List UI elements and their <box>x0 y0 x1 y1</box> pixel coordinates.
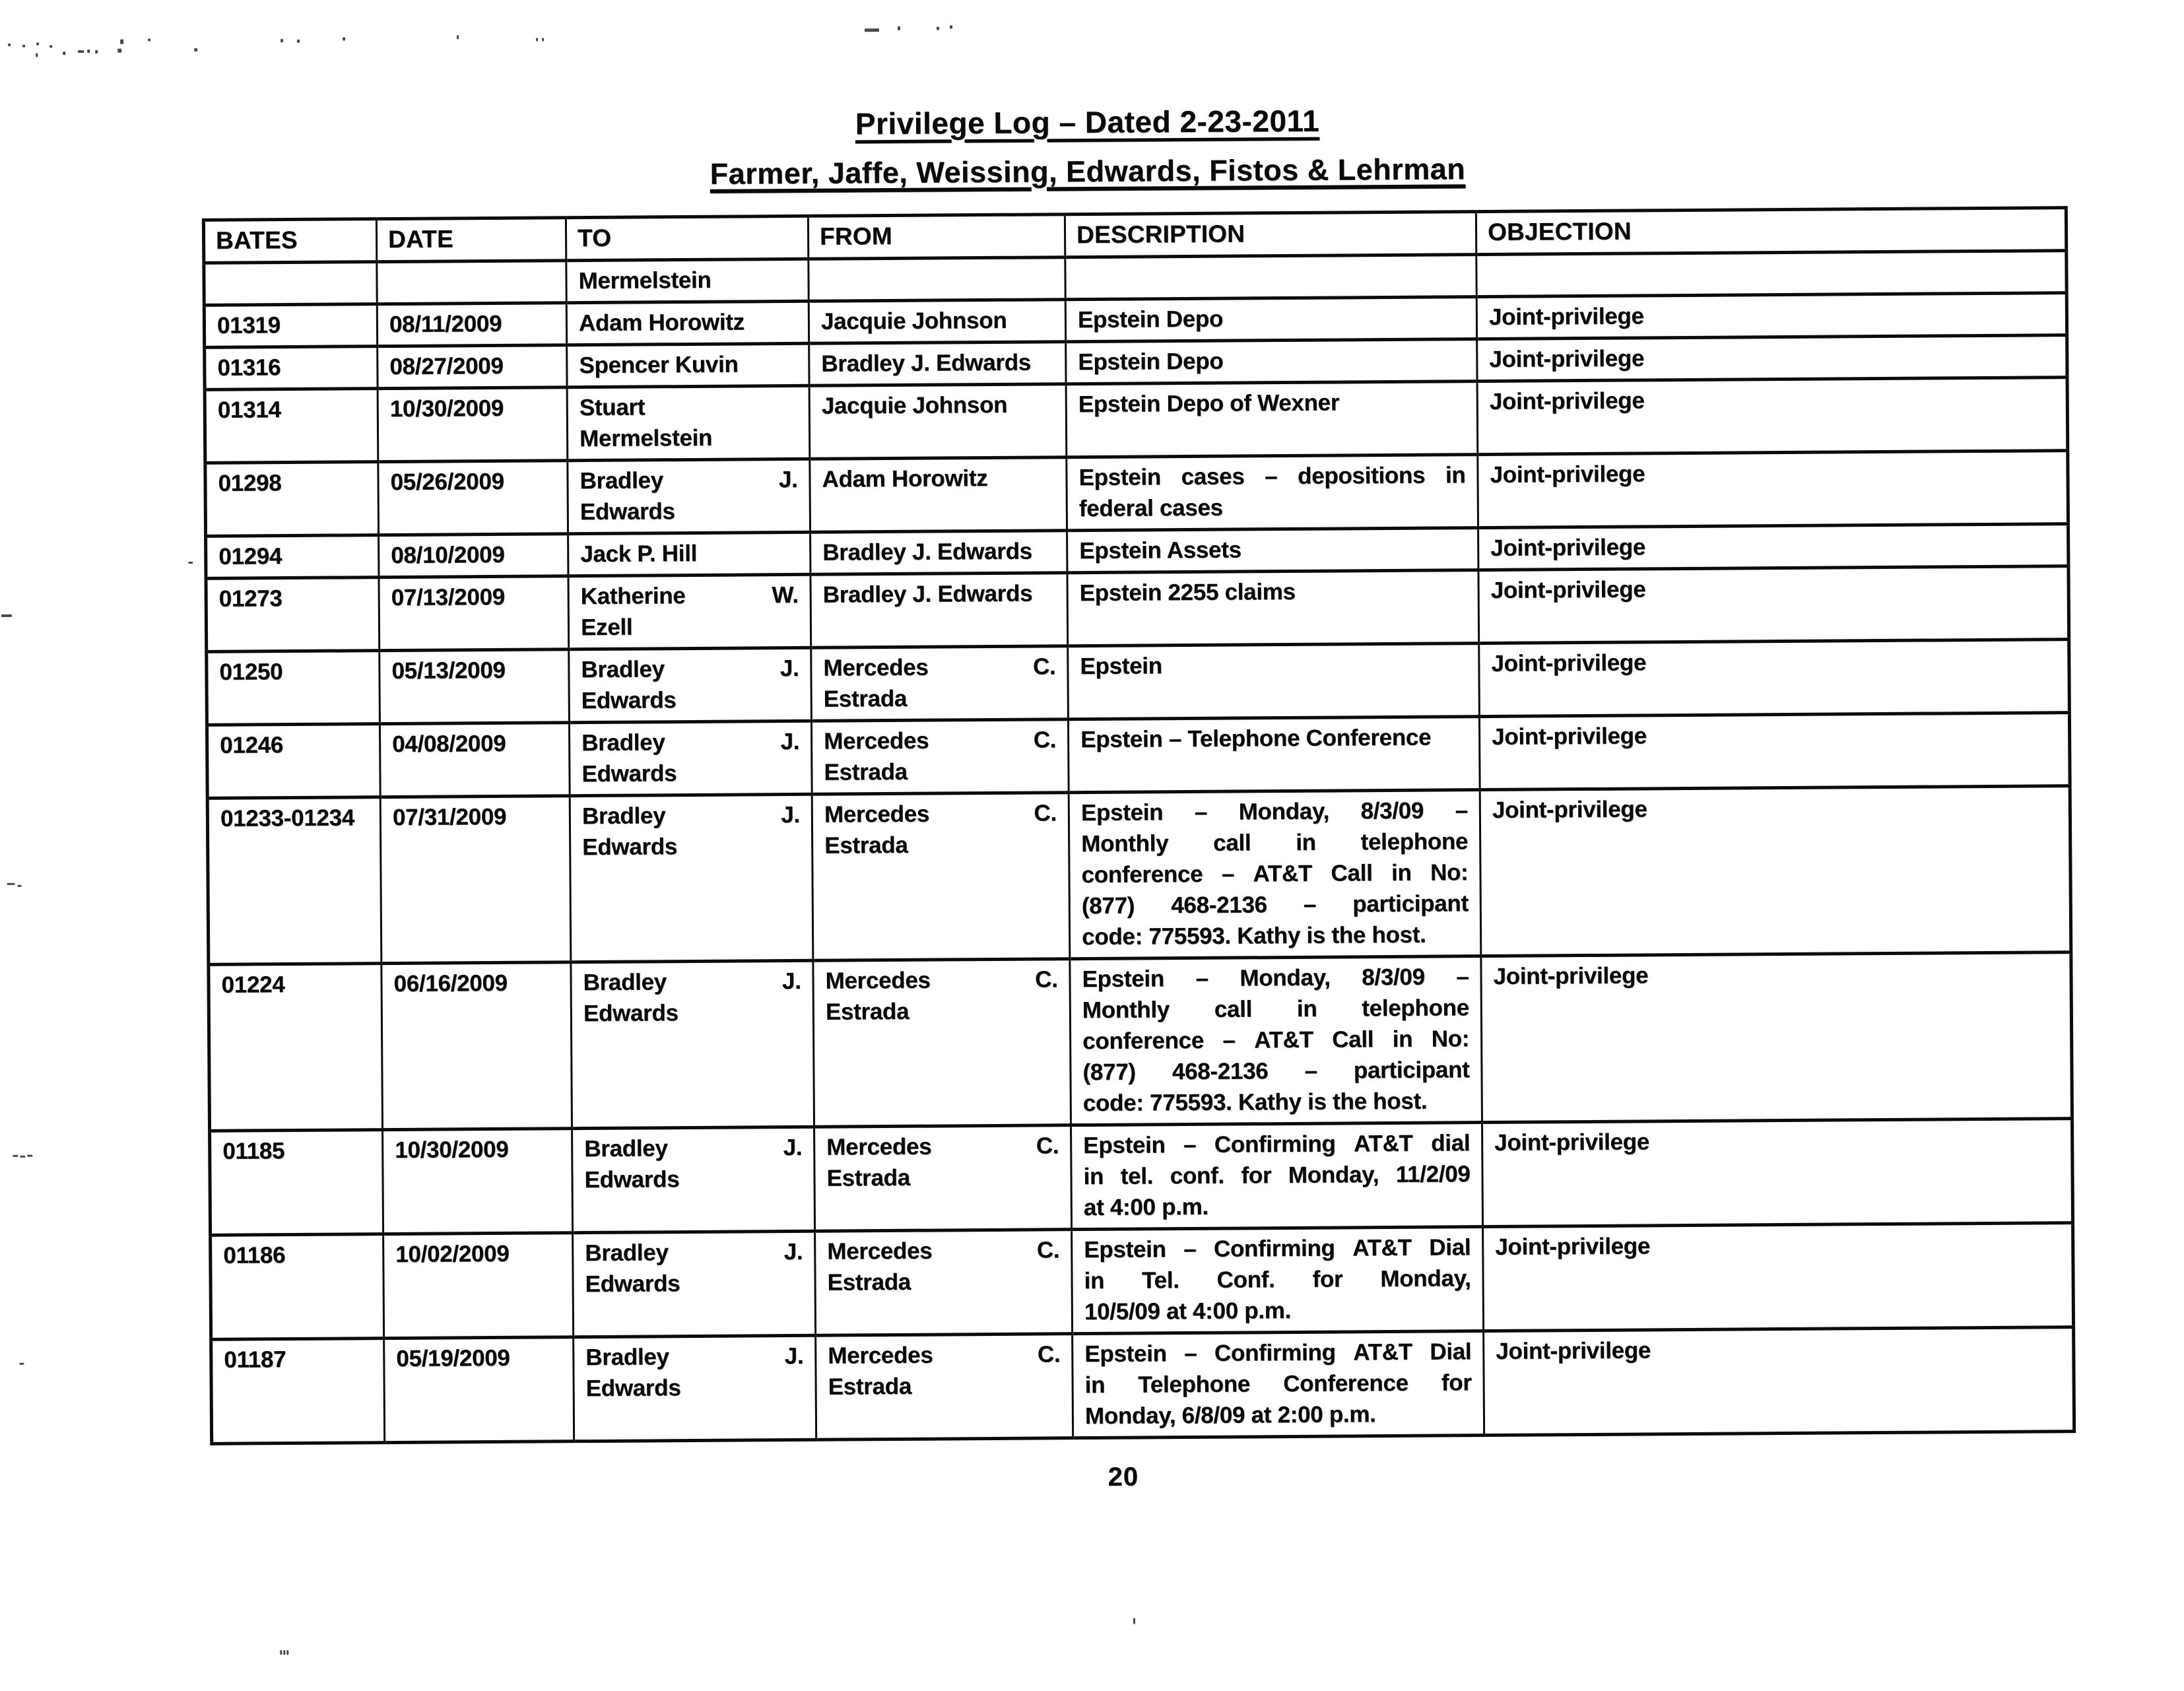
cell-date: 07/13/2009 <box>379 576 569 651</box>
table-row <box>205 451 2068 537</box>
scan-artifact <box>283 1650 285 1655</box>
page-subtitle: Farmer, Jaffe, Weissing, Edwards, Fistos & Lehrman <box>710 152 1466 191</box>
cell-description: Epstein Depo <box>1065 297 1476 342</box>
cell-objection: Joint-privilege <box>1478 451 2068 528</box>
cell-bates: 01246 <box>207 724 380 799</box>
cell-objection: Joint-privilege <box>1483 1223 2074 1331</box>
cell-bates: 01273 <box>206 578 380 652</box>
cell-from: Jacquie Johnson <box>809 384 1067 459</box>
cell-date: 05/19/2009 <box>384 1337 574 1443</box>
scan-artifact <box>87 50 90 53</box>
cell-from: Mercedes C. Estrada <box>812 793 1070 961</box>
cell-bates: 01294 <box>206 535 379 579</box>
table-row <box>209 952 2072 1131</box>
cell-objection: Joint-privilege <box>1479 640 2070 717</box>
cell-bates: 01314 <box>205 389 378 463</box>
scan-artifact <box>22 45 25 48</box>
cell-from: Bradley J. Edwards <box>811 531 1067 575</box>
col-header-objection: OBJECTION <box>1476 208 2066 255</box>
cell-from: Bradley J. Edwards <box>809 342 1066 386</box>
cell-objection: Joint-privilege <box>1477 378 2068 455</box>
cell-bates: 01186 <box>211 1234 384 1340</box>
cell-description: Epstein – Monday, 8/3/09 – Monthly call in telephone conference – AT&T Call in No: (877) 468-2136 – participant code: 775593. Kathy is the host. <box>1069 790 1481 959</box>
scan-artifact <box>937 26 939 30</box>
cell-bates: 01233-01234 <box>207 797 381 965</box>
scan-artifact <box>194 48 197 51</box>
scan-artifact <box>865 28 879 32</box>
col-header-to: TO <box>566 216 808 260</box>
table-row <box>205 378 2068 463</box>
cell-objection: Joint-privilege <box>1477 335 2067 381</box>
scan-artifact <box>188 562 193 564</box>
scan-artifact <box>1 614 12 617</box>
cell-description: Epstein Depo <box>1066 339 1477 384</box>
cell-description: Epstein – Monday, 8/3/09 – Monthly call in telephone conference – AT&T Call in No: (877) 468-2136 – participant code: 775593. Kathy is the host. <box>1070 956 1482 1125</box>
cell-description: Epstein Depo of Wexner <box>1066 381 1478 457</box>
scan-artifact <box>27 1155 32 1157</box>
col-header-from: FROM <box>808 215 1065 259</box>
cell-to: Bradley J. Edwards <box>572 1127 815 1232</box>
cell-objection: Joint-privilege <box>1481 952 2072 1123</box>
cell-from: Bradley J. Edwards <box>811 573 1068 648</box>
cell-to: Katherine W. Ezell <box>568 574 811 649</box>
cell-objection: Joint-privilege <box>1476 293 2067 339</box>
scan-artifact <box>542 38 544 41</box>
cell-to: Bradley J. Edwards <box>574 1335 816 1441</box>
cell-date: 05/13/2009 <box>380 649 570 724</box>
col-header-description: DESCRIPTION <box>1065 212 1476 257</box>
cell-objection <box>1476 251 2067 297</box>
cell-description: Epstein – Confirming AT&T dial in tel. conf. for Monday, 11/2/09 at 4:00 p.m. <box>1071 1123 1483 1230</box>
scan-artifact <box>78 50 84 53</box>
cell-bates: 01319 <box>204 304 377 348</box>
cell-date: 06/16/2009 <box>381 962 572 1130</box>
cell-bates: 01224 <box>209 964 383 1131</box>
scan-artifact <box>18 885 22 887</box>
cell-from: Adam Horowitz <box>810 457 1067 533</box>
table-row <box>207 713 2070 799</box>
table-row <box>206 566 2069 652</box>
scan-artifact <box>898 26 900 30</box>
cell-to: Bradley J. Edwards <box>569 721 812 795</box>
cell-objection: Joint-privilege <box>1478 524 2068 570</box>
cell-to: Bradley J. Edwards <box>571 960 814 1128</box>
cell-objection: Joint-privilege <box>1478 566 2069 644</box>
scan-artifact <box>13 1155 18 1157</box>
cell-to: Jack P. Hill <box>568 532 811 576</box>
scan-artifact <box>7 883 15 885</box>
cell-description: Epstein 2255 claims <box>1067 570 1479 646</box>
scan-artifact <box>286 1650 288 1655</box>
cell-from: Jacquie Johnson <box>809 300 1065 344</box>
col-header-date: DATE <box>376 218 566 262</box>
cell-description: Epstein – Confirming AT&T Dial in Telephone Conference for Monday, 6/8/09 at 2:00 p.m. <box>1073 1331 1484 1438</box>
scan-artifact <box>95 50 98 53</box>
cell-bates: 01185 <box>210 1130 383 1236</box>
table-row <box>211 1223 2074 1340</box>
cell-from: Mercedes C. Estrada <box>811 646 1069 721</box>
cell-date <box>377 261 566 304</box>
cell-to: Stuart Mermelstein <box>567 385 810 460</box>
cell-date: 08/11/2009 <box>377 303 566 347</box>
cell-to: Adam Horowitz <box>566 301 809 345</box>
cell-description: Epstein – Confirming AT&T Dial in Tel. Conf. for Monday, 10/5/09 at 4:00 p.m. <box>1072 1227 1484 1334</box>
cell-from <box>809 257 1065 302</box>
table-row <box>211 1327 2074 1444</box>
scan-artifact <box>117 49 121 53</box>
cell-date: 05/26/2009 <box>378 461 568 535</box>
cell-date: 08/10/2009 <box>379 534 568 578</box>
cell-bates: 01250 <box>207 651 380 725</box>
cell-bates <box>204 262 377 306</box>
scan-artifact <box>36 53 38 57</box>
scan-artifact <box>343 37 345 40</box>
cell-date: 04/08/2009 <box>380 723 570 797</box>
cell-to: Bradley J. Edwards <box>569 647 812 722</box>
cell-date: 10/30/2009 <box>378 387 568 462</box>
cell-date: 10/30/2009 <box>383 1129 573 1234</box>
scan-artifact <box>8 44 11 46</box>
cell-description: Epstein – Telephone Conference <box>1068 717 1480 793</box>
page-title: Privilege Log – Dated 2-23-2011 <box>855 103 1320 141</box>
cell-date: 10/02/2009 <box>383 1233 574 1339</box>
cell-from: Mercedes C. Estrada <box>815 1230 1073 1336</box>
cell-from: Mercedes C. Estrada <box>816 1334 1073 1440</box>
cell-to: Mermelstein <box>566 259 809 302</box>
cell-objection: Joint-privilege <box>1484 1327 2074 1436</box>
cell-to: Spencer Kuvin <box>567 343 809 387</box>
cell-to: Bradley J. Edwards <box>568 459 811 533</box>
cell-bates: 01298 <box>205 462 379 537</box>
scan-artifact <box>281 39 283 42</box>
scan-artifact <box>148 38 150 41</box>
scan-artifact <box>50 45 52 48</box>
cell-description: Epstein Assets <box>1067 528 1478 573</box>
cell-from: Mercedes C. Estrada <box>814 1125 1072 1232</box>
table-row <box>210 1119 2073 1236</box>
cell-objection: Joint-privilege <box>1479 713 2070 790</box>
scan-artifact <box>1133 1618 1135 1624</box>
cell-to: Bradley J. Edwards <box>573 1231 816 1337</box>
cell-date: 07/31/2009 <box>380 796 571 964</box>
privilege-log-table <box>202 206 2076 1445</box>
cell-from: Mercedes C. Estrada <box>811 719 1069 795</box>
cell-description <box>1065 255 1476 300</box>
scan-artifact <box>19 1363 24 1365</box>
cell-description: Epstein <box>1068 644 1480 719</box>
scan-artifact <box>280 1650 282 1655</box>
table-row <box>207 640 2070 725</box>
scan-artifact <box>36 43 39 46</box>
col-header-bates: BATES <box>203 219 376 263</box>
scan-artifact <box>63 51 65 55</box>
scan-artifact <box>20 1156 25 1158</box>
scan-artifact <box>297 40 300 43</box>
page-number: 20 <box>1108 1462 1139 1492</box>
scan-artifact <box>536 38 538 42</box>
scan-artifact <box>950 25 952 28</box>
scan-artifact <box>120 40 123 44</box>
cell-objection: Joint-privilege <box>1482 1119 2073 1227</box>
cell-objection: Joint-privilege <box>1480 786 2071 956</box>
cell-bates: 01187 <box>211 1339 385 1444</box>
cell-description: Epstein cases – depositions in federal cases <box>1067 455 1478 531</box>
cell-bates: 01316 <box>205 347 378 390</box>
cell-date: 08/27/2009 <box>378 345 567 389</box>
scan-artifact <box>457 35 459 39</box>
cell-from: Mercedes C. Estrada <box>813 959 1071 1127</box>
table-row <box>207 786 2071 965</box>
cell-to: Bradley J. Edwards <box>570 794 813 962</box>
